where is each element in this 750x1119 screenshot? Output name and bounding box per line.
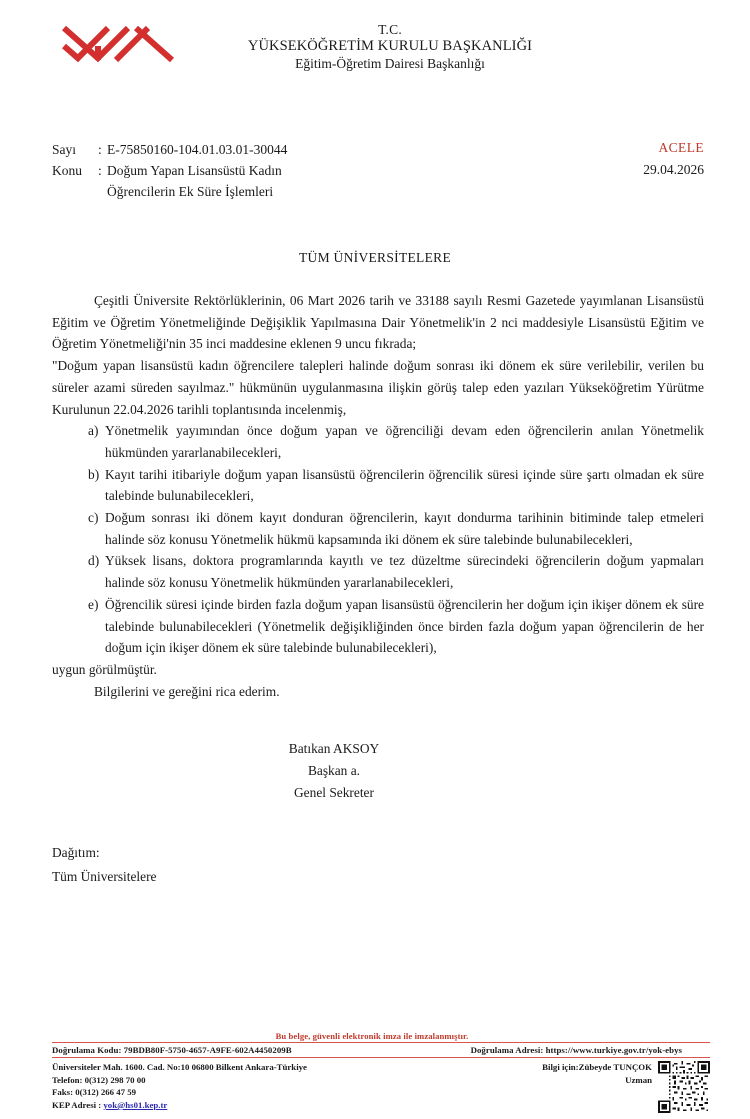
decision-list bbox=[52, 420, 704, 659]
list-item-marker: d) bbox=[88, 553, 100, 569]
konu-label: Konu bbox=[52, 162, 82, 178]
list-item-text: Yüksek lisans, doktora programlarında kayıtlı ve tez düzeltme sürecindeki öğrencilerin doğum yapmaları halinde söz konusu Yönetmelik hükmünden yararlanabilecekleri, bbox=[105, 553, 704, 591]
signatory-title-1: Başkan a. bbox=[307, 763, 361, 779]
verification-code-label: Doğrulama Kodu: bbox=[52, 1045, 122, 1055]
electronic-signature-note: Bu belge, güvenli elektronik imza ile imzalanmıştır. bbox=[275, 1031, 469, 1041]
signatory-title-2: Genel Sekreter bbox=[294, 784, 374, 800]
verification-code bbox=[52, 1045, 292, 1055]
qr-code-icon bbox=[658, 1061, 710, 1113]
header-line-department: Eğitim-Öğretim Dairesi Başkanlığı bbox=[295, 56, 485, 72]
header-line-institution: YÜKSEKÖĞRETİM KURULU BAŞKANLIĞI bbox=[247, 38, 533, 55]
konu-separator: : bbox=[98, 162, 102, 178]
contact-phone: Telefon: 0(312) 298 70 00 bbox=[52, 1074, 146, 1085]
konu-value: Doğum Yapan Lisansüstü Kadın bbox=[107, 162, 282, 178]
list-item-marker: c) bbox=[88, 510, 99, 526]
sayi-value: E-75850160-104.01.03.01-30044 bbox=[107, 142, 288, 157]
list-item-text: Öğrencilik süresi içinde birden fazla doğum yapan lisansüstü öğrencilerin her doğum için ikişer dönem ek süre talebinde bulunabilecekleri (Yönetmelik değişikliğinden önce birden fazla doğum yapan öğrencilerin de her doğum için ikişer dönem ek süre talebinde bulunabilecekleri), bbox=[105, 596, 704, 656]
closing-line-1: uygun görülmüştür. bbox=[52, 661, 157, 677]
list-item-text: Doğum sonrası iki dönem kayıt donduran öğrencilerin, kayıt dondurma tarihinin bitiminde talep etmeleri halinde söz konusu Yönetmelik hükmü kapsamında iki dönem ek süre talebinde bulunabilecekleri, bbox=[105, 510, 704, 547]
verification-row bbox=[52, 1043, 710, 1057]
contact-fax: Faks: 0(312) 266 47 59 bbox=[52, 1087, 137, 1098]
list-item bbox=[52, 420, 704, 463]
list-item-text: Kayıt tarihi itibariyle doğum yapan lisansüstü öğrencilerin öğrencilik süresi içinde süre şartı olmadan ek süre talebinde bulunabilecekleri, bbox=[105, 466, 704, 504]
list-item bbox=[52, 507, 704, 550]
kep-label: KEP Adresi : bbox=[52, 1099, 102, 1110]
distribution-label: Dağıtım: bbox=[52, 845, 100, 861]
info-person-title: Uzman bbox=[625, 1074, 652, 1085]
kep-email-link[interactable]: yok@hs01.kep.tr bbox=[103, 1099, 168, 1110]
document-body bbox=[0, 290, 750, 702]
footer-right bbox=[542, 1061, 710, 1113]
meta-row-sayi bbox=[52, 140, 704, 161]
yok-logo-icon bbox=[62, 26, 174, 84]
contact-info bbox=[52, 1061, 307, 1112]
list-item bbox=[52, 594, 704, 659]
sayi-label: Sayı bbox=[52, 142, 77, 157]
info-contact bbox=[542, 1061, 652, 1086]
konu-value-continued: Öğrencilerin Ek Süre İşlemleri bbox=[107, 183, 274, 199]
footer-details bbox=[52, 1058, 710, 1113]
sayi-separator: : bbox=[98, 142, 102, 157]
list-item bbox=[52, 464, 704, 507]
info-person-name: Bilgi için:Zübeyde TUNÇOK bbox=[542, 1062, 652, 1072]
document-footer bbox=[0, 1031, 750, 1113]
urgency-badge: ACELE bbox=[658, 140, 704, 155]
list-item bbox=[52, 550, 704, 593]
verification-code-value: 79BDB80F-5750-4657-A9FE-602A4450209B bbox=[123, 1045, 292, 1055]
verification-address bbox=[471, 1045, 710, 1055]
contact-address: Üniversiteler Mah. 1600. Cad. No:10 06800 Bilkent Ankara-Türkiye bbox=[52, 1062, 307, 1072]
signatory-name: Batıkan AKSOY bbox=[288, 741, 380, 757]
contact-kep bbox=[52, 1099, 307, 1112]
verification-address-value[interactable]: https://www.turkiye.gov.tr/yok-ebys bbox=[545, 1045, 682, 1055]
header-line-tc: T.C. bbox=[378, 22, 402, 37]
document-header bbox=[0, 0, 750, 108]
verification-address-label: Doğrulama Adresi: bbox=[470, 1045, 544, 1055]
distribution-block bbox=[0, 841, 750, 887]
document-date: 29.04.2026 bbox=[643, 162, 704, 177]
signature-block bbox=[0, 738, 750, 803]
meta-row-konu bbox=[52, 161, 704, 182]
body-paragraph-2: "Doğum yapan lisansüstü kadın öğrencilere talepleri halinde doğum sonrası iki dönem ek süre verilebilir, verilen bu süreler azami süreden sayılmaz." hükmünün uygulanmasına ilişkin görüş talep eden yazıları Yükseköğretim Yürütme Kurulunun 22.04.2026 tarihli toplantısında incelenmiş, bbox=[52, 358, 704, 417]
document-meta bbox=[0, 140, 750, 220]
list-item-text: Yönetmelik yayımından önce doğum yapan ve öğrenciliği devam eden öğrencilerin anılan Yönetmelik hükmünden yararlanabilecekleri, bbox=[105, 423, 704, 460]
addressee-line: TÜM ÜNİVERSİTELERE bbox=[298, 250, 451, 265]
list-item-marker: e) bbox=[88, 596, 99, 612]
list-item-marker: b) bbox=[88, 466, 100, 482]
closing-line-2: Bilgilerini ve gereğini rica ederim. bbox=[94, 683, 280, 699]
distribution-value: Tüm Üniversitelere bbox=[52, 868, 157, 884]
list-item-marker: a) bbox=[88, 423, 99, 439]
body-paragraph-1: Çeşitli Üniversite Rektörlüklerinin, 06 Mart 2026 tarih ve 33188 sayılı Resmi Gazetede yayımlanan Lisansüstü Eğitim ve Öğretim Yönetmeliğinde Değişiklik Yapılmasına Dair Yönetmelik'in 2 nci maddesiyle Lisansüstü Eğitim ve Öğretim Yönetmeliği'nin 35 inci maddesine eklenen 9 uncu fıkrada; bbox=[52, 293, 704, 352]
